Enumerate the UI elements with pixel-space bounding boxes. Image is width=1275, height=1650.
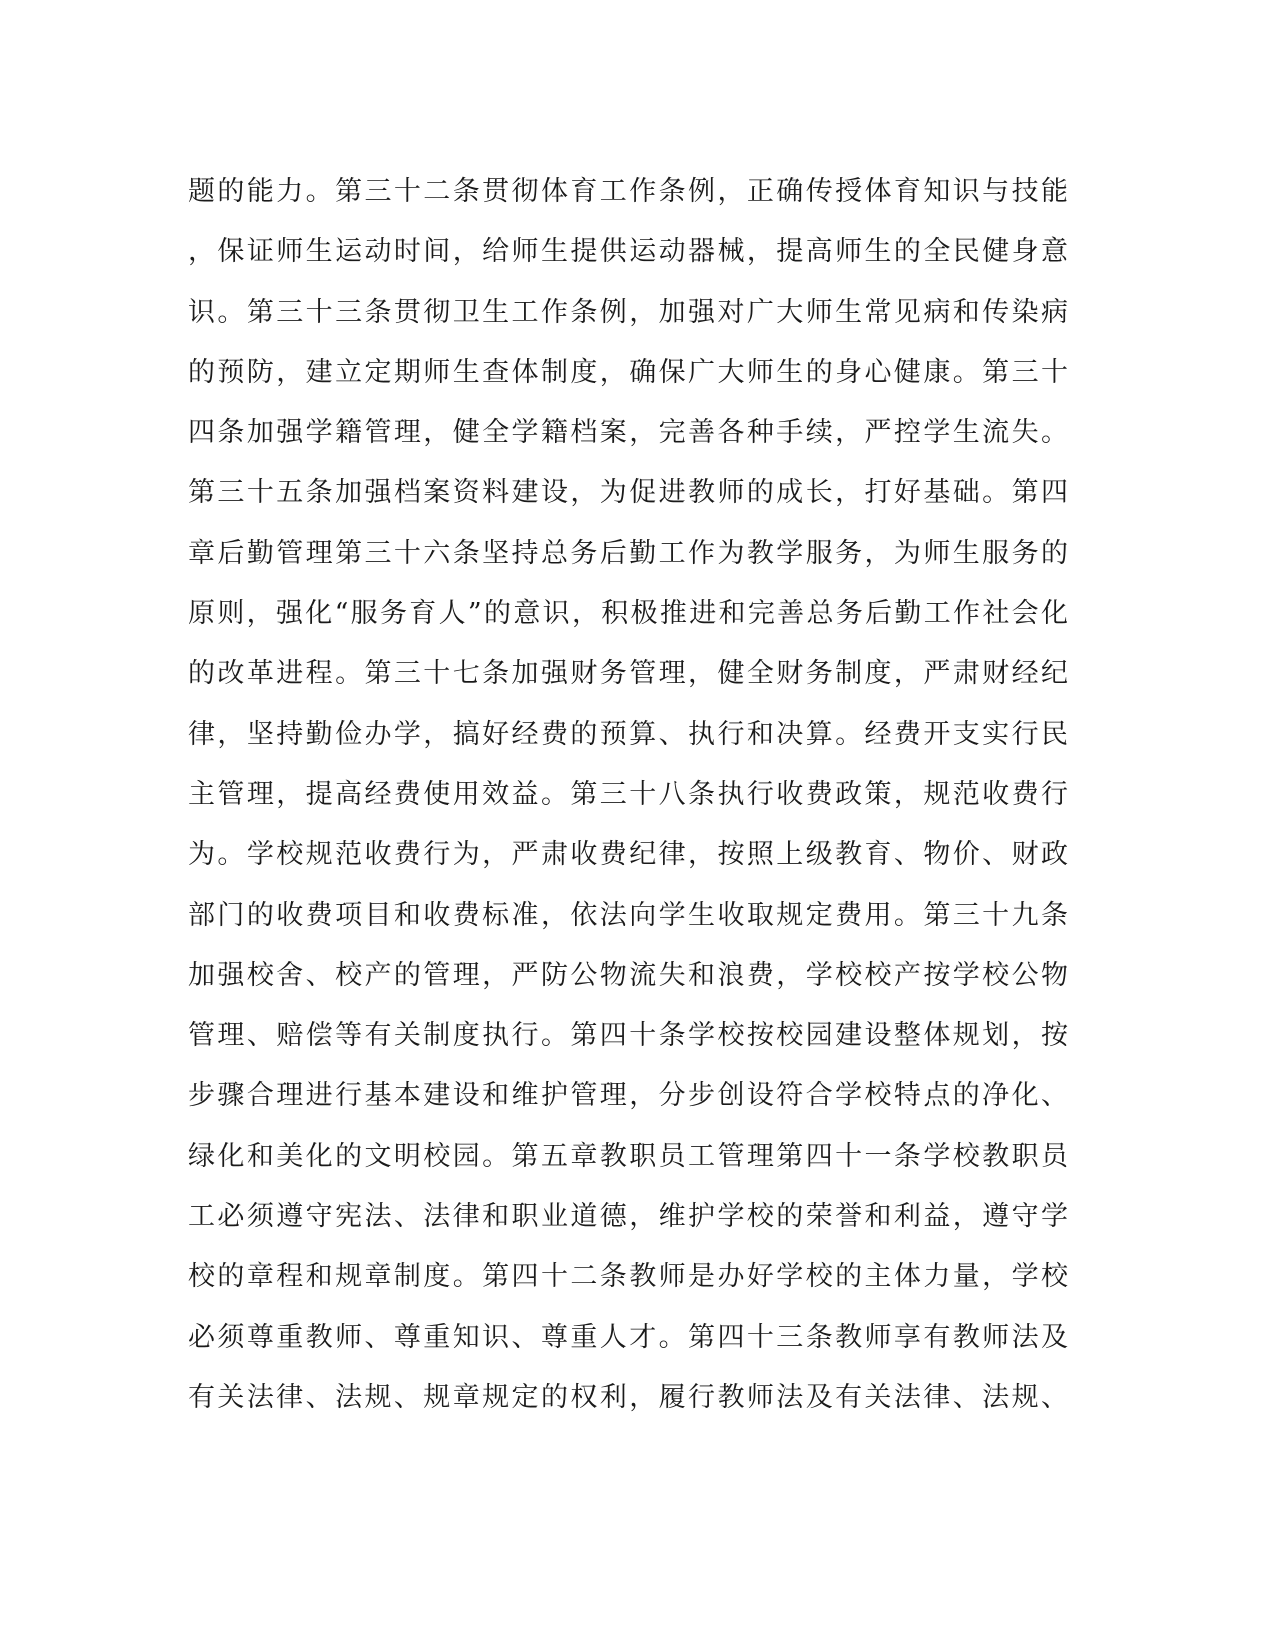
text-line-19: 校的章程和规章制度。第四十二条教师是办好学校的主体力量，学校	[188, 1261, 1068, 1293]
text-line-10: 律，坚持勤俭办学，搞好经费的预算、执行和决算。经费开支实行民	[188, 718, 1068, 750]
text-line-2: ，保证师生运动时间，给师生提供运动器械，提高师生的全民健身意	[188, 236, 1068, 268]
text-line-8: 原则，强化“服务育人”的意识，积极推进和完善总务后勤工作社会化	[188, 598, 1068, 630]
text-line-4: 的预防，建立定期师生查体制度，确保广大师生的身心健康。第三十	[188, 356, 1068, 388]
text-line-5: 四条加强学籍管理，健全学籍档案，完善各种手续，严控学生流失。	[188, 417, 1068, 449]
text-line-9: 的改革进程。第三十七条加强财务管理，健全财务制度，严肃财经纪	[188, 658, 1068, 690]
text-line-20: 必须尊重教师、尊重知识、尊重人才。第四十三条教师享有教师法及	[188, 1321, 1068, 1353]
text-line-7: 章后勤管理第三十六条坚持总务后勤工作为教学服务，为师生服务的	[188, 537, 1068, 569]
text-line-16: 步骤合理进行基本建设和维护管理，分步创设符合学校特点的净化、	[188, 1080, 1068, 1112]
text-line-13: 部门的收费项目和收费标准，依法向学生收取规定费用。第三十九条	[188, 899, 1068, 931]
text-line-15: 管理、赔偿等有关制度执行。第四十条学校按校园建设整体规划，按	[188, 1020, 1068, 1052]
text-line-11: 主管理，提高经费使用效益。第三十八条执行收费政策，规范收费行	[188, 778, 1068, 810]
text-line-12: 为。学校规范收费行为，严肃收费纪律，按照上级教育、物价、财政	[188, 839, 1068, 871]
text-line-17: 绿化和美化的文明校园。第五章教职员工管理第四十一条学校教职员	[188, 1140, 1068, 1172]
text-line-21: 有关法律、法规、规章规定的权利，履行教师法及有关法律、法规、	[188, 1381, 1068, 1413]
text-line-14: 加强校舍、校产的管理，严防公物流失和浪费，学校校产按学校公物	[188, 959, 1068, 991]
text-line-3: 识。第三十三条贯彻卫生工作条例，加强对广大师生常见病和传染病	[188, 296, 1068, 328]
body-text	[188, 162, 1068, 1428]
text-line-6: 第三十五条加强档案资料建设，为促进教师的成长，打好基础。第四	[188, 477, 1068, 509]
text-line-1: 题的能力。第三十二条贯彻体育工作条例，正确传授体育知识与技能	[188, 176, 1068, 207]
text-line-18: 工必须遵守宪法、法律和职业道德，维护学校的荣誉和利益，遵守学	[188, 1201, 1068, 1233]
